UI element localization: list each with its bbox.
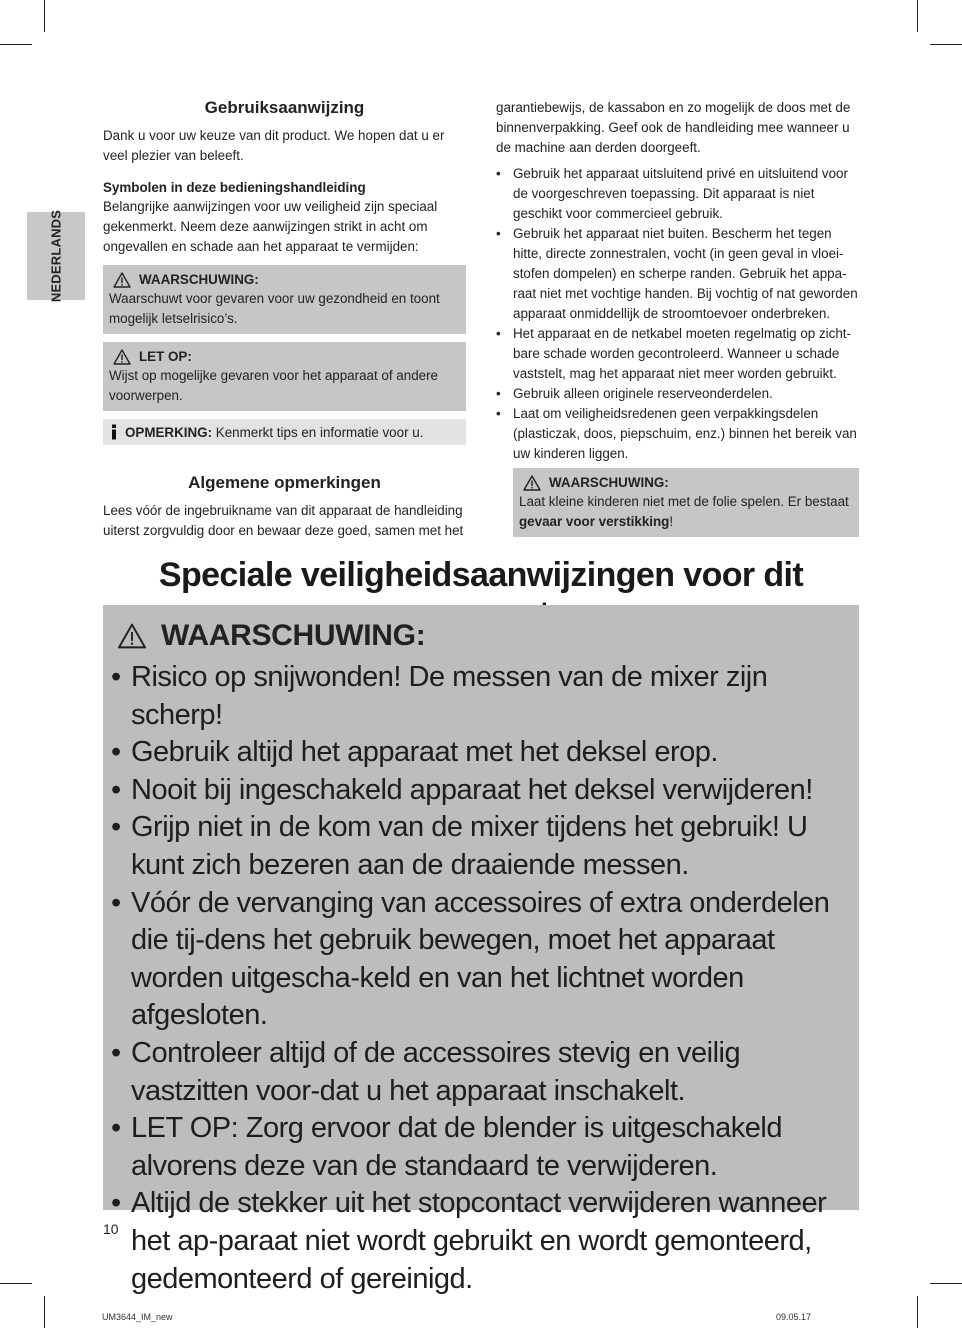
- safety-list: [496, 164, 859, 464]
- info-icon: [109, 424, 119, 440]
- list-item: • Gebruik alleen originele reserveonderdelen.: [496, 384, 859, 404]
- right-column: [496, 98, 859, 537]
- suffocation-warning-bold: gevaar voor verstikking: [519, 514, 670, 529]
- note-text: Kenmerkt tips en informatie voor u.: [215, 424, 424, 440]
- list-item: • Gebruik het apparaat uitsluitend privé en uitsluitend voor de voorgeschreven toepassing. Dit apparaat is niet geschikt voor commercieel gebruik.: [496, 164, 859, 224]
- section-title-usage: Gebruiksaanwijzing: [204, 98, 365, 117]
- list-item: • Risico op snijwonden! De messen van de mixer zijn scherp!: [111, 659, 849, 734]
- crop-mark: [930, 44, 962, 45]
- crop-mark: [917, 1296, 918, 1328]
- symbols-text: Belangrijke aanwijzingen voor uw veiligheid zijn speciaal gekenmerkt. Neem deze aanwijzingen strikt in acht om ongevallen en schade aan het apparaat te vermijden:: [103, 199, 438, 254]
- footer-date: 09.05.17: [776, 1312, 812, 1322]
- special-safety-title: Speciale veiligheidsaanwijzingen voor dit: [158, 556, 804, 594]
- caution-text: Wijst op mogelijke gevaren voor het apparaat of andere voorwerpen.: [109, 368, 439, 403]
- suffocation-warning-text: Laat kleine kinderen niet met de folie spelen. Er bestaat gevaar voor verstikking!: [519, 494, 849, 529]
- crop-mark: [44, 1296, 45, 1328]
- special-safety-list: [111, 659, 849, 1298]
- symbols-heading: Symbolen in deze bedieningshandleiding: [103, 180, 366, 195]
- list-item: • Controleer altijd of de accessoires stevig en veilig vastzitten voor-dat u het apparaat inschakelt.: [111, 1035, 849, 1110]
- warning-label: WAARSCHUWING:: [549, 475, 669, 490]
- warning-label: WAARSCHUWING:: [139, 272, 259, 287]
- warning-text: Waarschuwt voor gevaren voor uw gezondheid en toont mogelijk letselrisico’s.: [109, 291, 440, 326]
- note-label: OPMERKING:: [125, 424, 213, 440]
- crop-mark: [0, 1283, 32, 1284]
- caution-triangle-icon: [113, 349, 131, 365]
- continuation-text: garantiebewijs, de kassabon en zo mogelijk de doos met de binnenverpakking. Geef ook de handleiding mee wanneer u de machine aan derden doorgeeft.: [496, 100, 851, 155]
- suffocation-warning-box: [513, 468, 859, 537]
- caution-box: [103, 342, 466, 411]
- note-box: [103, 419, 466, 445]
- language-tab-label: NEDERLANDS: [48, 209, 64, 303]
- footer-file: UM3644_IM_new: [102, 1312, 173, 1322]
- crop-mark: [930, 1283, 962, 1284]
- list-item: • Nooit bij ingeschakeld apparaat het deksel verwijderen!: [111, 772, 849, 810]
- list-item: • Altijd de stekker uit het stopcontact verwijderen wanneer het ap-paraat niet wordt gebruikt en wordt gemonteerd, gedemonteerd of gereinigd.: [111, 1185, 849, 1298]
- language-tab: [27, 209, 85, 303]
- warning-triangle-icon: [117, 623, 147, 649]
- warning-triangle-icon: [523, 475, 541, 491]
- section-title-general: Algemene opmerkingen: [188, 473, 381, 492]
- list-item: • LET OP: Zorg ervoor dat de blender is uitgeschakeld alvorens deze van de standaard te verwijderen.: [111, 1110, 849, 1185]
- crop-mark: [0, 44, 32, 45]
- list-item: • Gebruik altijd het apparaat met het deksel erop.: [111, 734, 849, 772]
- list-item: • Het apparaat en de netkabel moeten regelmatig op zicht-bare schade worden gecontroleerd. Wanneer u schade vaststelt, mag het apparaat niet meer worden gebruikt.: [496, 324, 859, 384]
- page-number: 10: [103, 1221, 119, 1237]
- intro-text: Dank u voor uw keuze van dit product. We hopen dat u er veel plezier van beleeft.: [103, 128, 445, 163]
- list-item: • Gebruik het apparaat niet buiten. Bescherm het tegen hitte, directe zonnestralen, vocht (in geen geval in vloei-stofen dompelen) en scherpe randen. Gebruik het appa-raat niet met vochtige handen. Bij vochtig of nat geworden apparaat onmiddellijk de stroomtoevoer onderbreken.: [496, 224, 859, 324]
- special-warning-label: WAARSCHUWING:: [161, 619, 426, 652]
- crop-mark: [44, 0, 45, 32]
- list-item: • Vóór de vervanging van accessoires of extra onderdelen die tij-dens het gebruik bewegen, moet het apparaat worden uitgescha-keld en van het lichtnet worden afgesloten.: [111, 885, 849, 1035]
- warning-box: [103, 265, 466, 334]
- list-item: • Laat om veiligheidsredenen geen verpakkingsdelen (plasticzak, doos, piepschuim, enz.) binnen het bereik van uw kinderen liggen.: [496, 404, 859, 464]
- warning-triangle-icon: [113, 272, 131, 288]
- caution-label: LET OP:: [139, 349, 192, 364]
- crop-mark: [917, 0, 918, 32]
- general-text: Lees vóór de ingebruikname van dit apparaat de handleiding uiterst zorgvuldig door en bewaar deze goed, samen met het: [103, 503, 464, 538]
- left-column: [103, 98, 466, 541]
- list-item: • Grijp niet in de kom van de mixer tijdens het gebruik! U kunt zich bezeren aan de draaiende messen.: [111, 809, 849, 884]
